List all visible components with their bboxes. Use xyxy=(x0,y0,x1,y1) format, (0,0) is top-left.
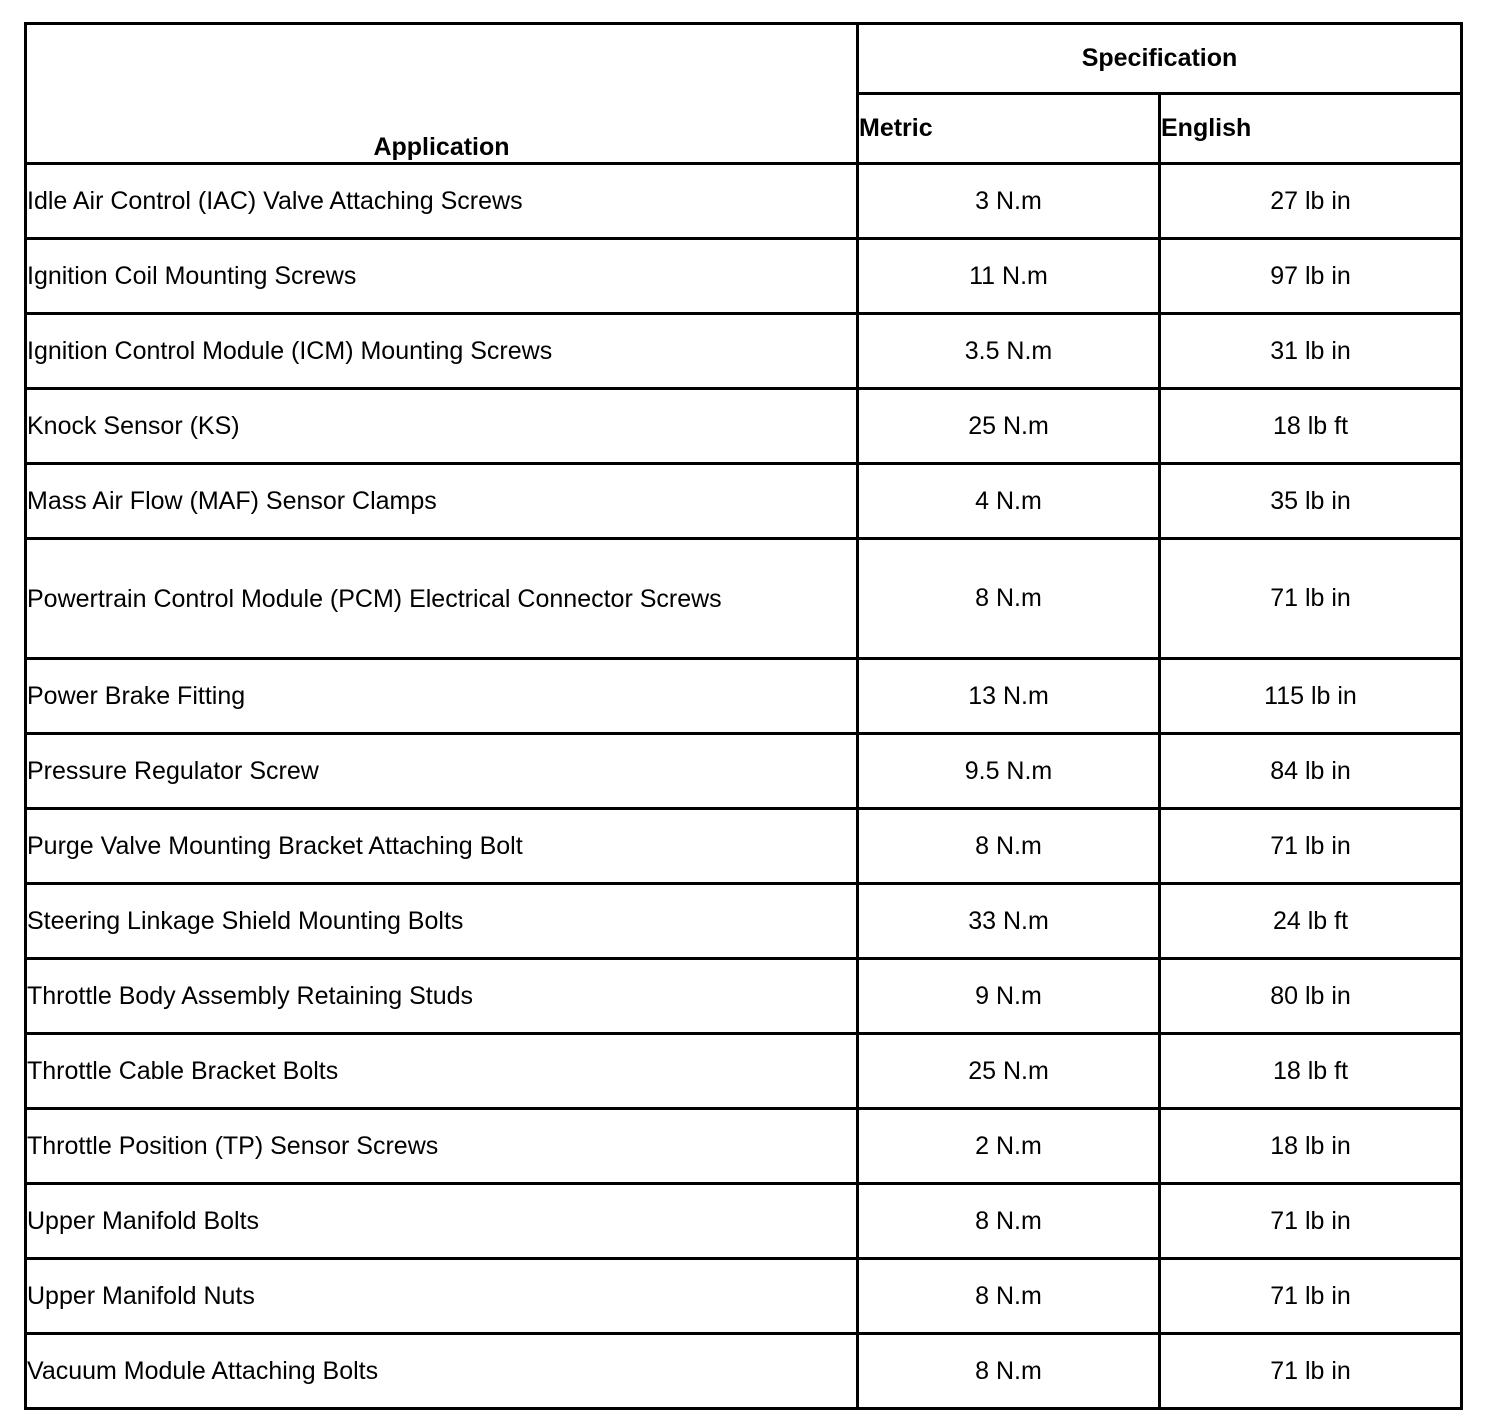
metric-cell: 8 N.m xyxy=(858,539,1160,659)
application-cell: Idle Air Control (IAC) Valve Attaching Screws xyxy=(26,164,858,239)
table-row xyxy=(26,1334,1462,1409)
application-cell: Vacuum Module Attaching Bolts xyxy=(26,1334,858,1409)
english-cell: 80 lb in xyxy=(1160,959,1462,1034)
english-cell: 27 lb in xyxy=(1160,164,1462,239)
metric-cell: 8 N.m xyxy=(858,1334,1160,1409)
metric-header: Metric xyxy=(858,94,1160,164)
application-cell: Power Brake Fitting xyxy=(26,659,858,734)
english-cell: 97 lb in xyxy=(1160,239,1462,314)
metric-cell: 11 N.m xyxy=(858,239,1160,314)
english-cell: 18 lb in xyxy=(1160,1109,1462,1184)
table-row xyxy=(26,464,1462,539)
english-cell: 71 lb in xyxy=(1160,1334,1462,1409)
metric-cell: 8 N.m xyxy=(858,1259,1160,1334)
english-cell: 115 lb in xyxy=(1160,659,1462,734)
english-cell: 18 lb ft xyxy=(1160,1034,1462,1109)
english-cell: 71 lb in xyxy=(1160,1184,1462,1259)
metric-cell: 4 N.m xyxy=(858,464,1160,539)
table-row xyxy=(26,659,1462,734)
table-row xyxy=(26,539,1462,659)
english-cell: 71 lb in xyxy=(1160,539,1462,659)
table-row xyxy=(26,1184,1462,1259)
application-cell: Upper Manifold Nuts xyxy=(26,1259,858,1334)
table-row xyxy=(26,959,1462,1034)
application-cell: Throttle Cable Bracket Bolts xyxy=(26,1034,858,1109)
table-row xyxy=(26,164,1462,239)
table-row xyxy=(26,734,1462,809)
application-cell: Throttle Position (TP) Sensor Screws xyxy=(26,1109,858,1184)
metric-cell: 8 N.m xyxy=(858,809,1160,884)
table-row xyxy=(26,389,1462,464)
application-cell: Purge Valve Mounting Bracket Attaching Bolt xyxy=(26,809,858,884)
table-row xyxy=(26,239,1462,314)
metric-cell: 9.5 N.m xyxy=(858,734,1160,809)
table-row xyxy=(26,884,1462,959)
metric-cell: 13 N.m xyxy=(858,659,1160,734)
specification-header: Specification xyxy=(858,24,1462,94)
table-row xyxy=(26,1109,1462,1184)
metric-cell: 2 N.m xyxy=(858,1109,1160,1184)
metric-cell: 9 N.m xyxy=(858,959,1160,1034)
application-cell: Steering Linkage Shield Mounting Bolts xyxy=(26,884,858,959)
english-cell: 84 lb in xyxy=(1160,734,1462,809)
application-cell: Ignition Coil Mounting Screws xyxy=(26,239,858,314)
english-cell: 31 lb in xyxy=(1160,314,1462,389)
application-cell: Upper Manifold Bolts xyxy=(26,1184,858,1259)
application-cell: Ignition Control Module (ICM) Mounting Screws xyxy=(26,314,858,389)
application-cell: Mass Air Flow (MAF) Sensor Clamps xyxy=(26,464,858,539)
table-row xyxy=(26,314,1462,389)
metric-cell: 3 N.m xyxy=(858,164,1160,239)
application-cell: Powertrain Control Module (PCM) Electrical Connector Screws xyxy=(26,539,858,659)
metric-cell: 8 N.m xyxy=(858,1184,1160,1259)
table-row xyxy=(26,1034,1462,1109)
table-row xyxy=(26,1259,1462,1334)
metric-cell: 33 N.m xyxy=(858,884,1160,959)
english-cell: 71 lb in xyxy=(1160,1259,1462,1334)
torque-spec-table xyxy=(24,22,1463,1410)
english-cell: 24 lb ft xyxy=(1160,884,1462,959)
metric-cell: 25 N.m xyxy=(858,389,1160,464)
application-cell: Knock Sensor (KS) xyxy=(26,389,858,464)
application-header: Application xyxy=(26,24,858,164)
table-body xyxy=(26,164,1462,1409)
english-cell: 18 lb ft xyxy=(1160,389,1462,464)
metric-cell: 25 N.m xyxy=(858,1034,1160,1109)
application-cell: Pressure Regulator Screw xyxy=(26,734,858,809)
metric-cell: 3.5 N.m xyxy=(858,314,1160,389)
english-header: English xyxy=(1160,94,1462,164)
table-row xyxy=(26,809,1462,884)
application-cell: Throttle Body Assembly Retaining Studs xyxy=(26,959,858,1034)
english-cell: 71 lb in xyxy=(1160,809,1462,884)
english-cell: 35 lb in xyxy=(1160,464,1462,539)
